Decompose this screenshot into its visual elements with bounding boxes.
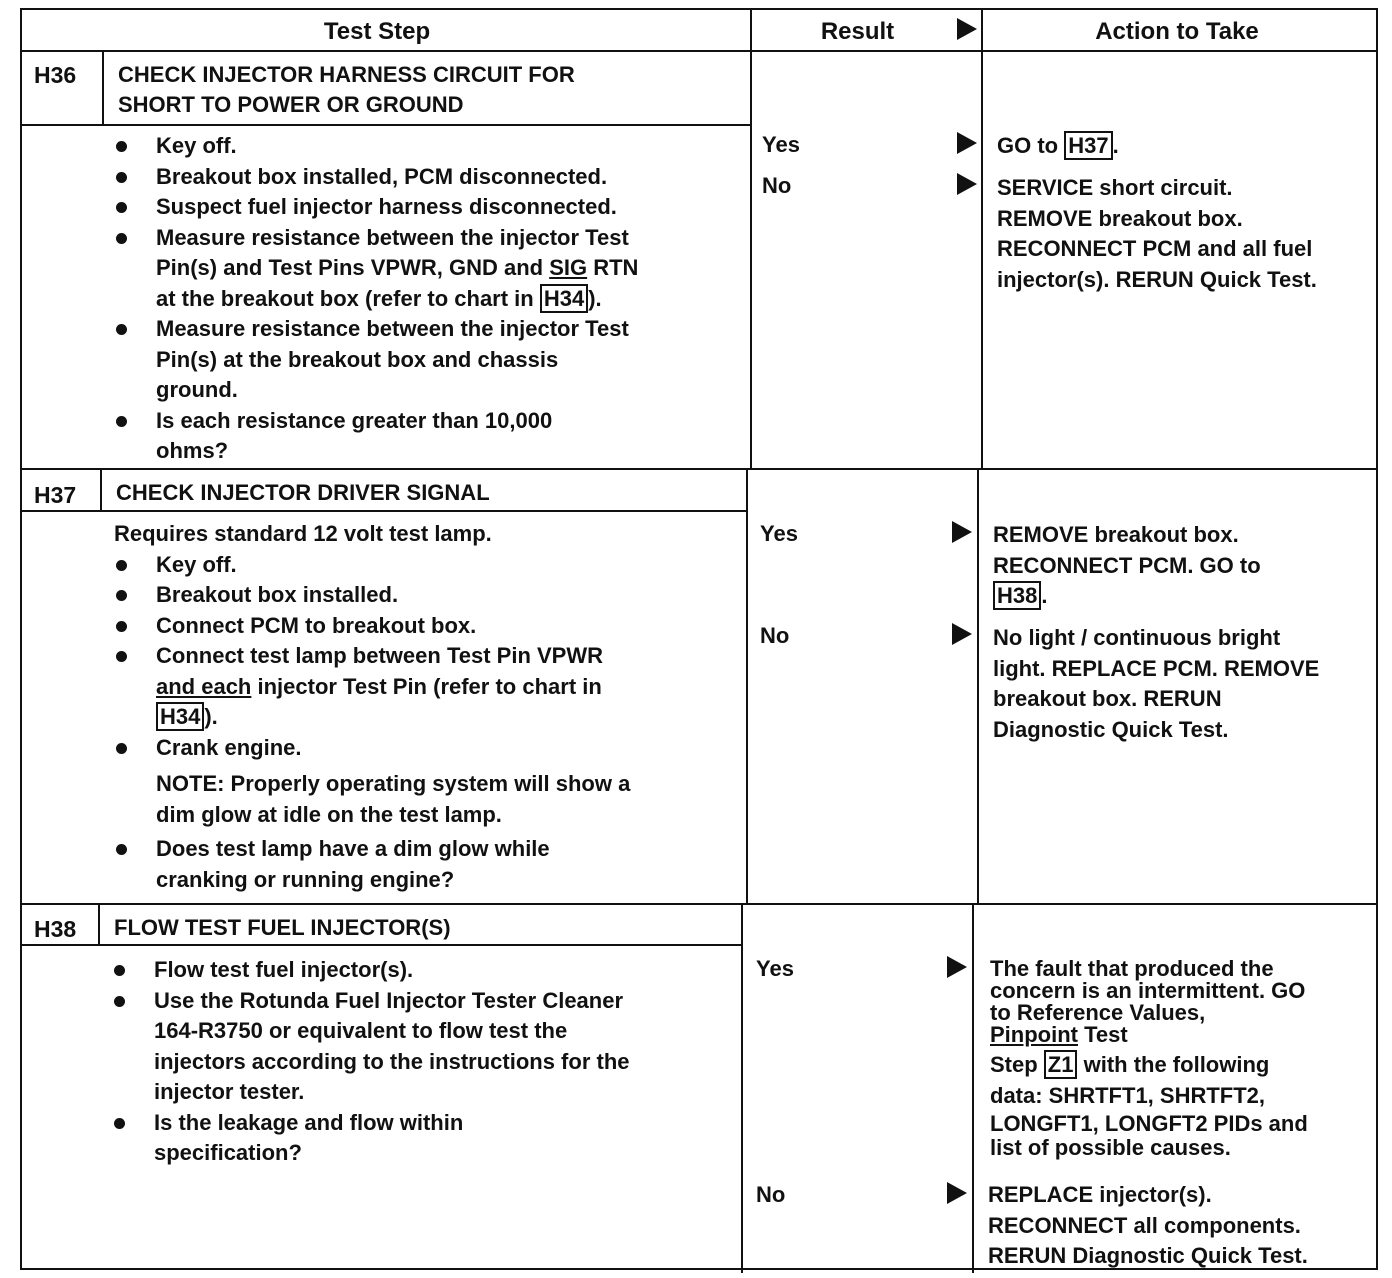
h36-title-line: CHECK INJECTOR HARNESS CIRCUIT FOR [118,62,575,87]
h36-result-no: No [762,173,792,198]
action-text: Step [990,1052,1044,1077]
step-text: Does test lamp have a dim glow while [156,836,550,861]
action-line: RERUN Diagnostic Quick Test. [988,1243,1308,1268]
h36-title-line: SHORT TO POWER OR GROUND [118,92,464,117]
h38-steps [112,955,712,1169]
action-line: REMOVE breakout box. [997,205,1243,231]
h37-title: CHECK INJECTOR DRIVER SIGNAL [116,480,490,505]
note-text: dim glow at idle on the test lamp. [156,801,502,827]
col-divider-1b [746,468,748,905]
col-divider-2a [981,10,983,470]
header-action: Action to Take [1095,18,1259,45]
action-text: GO to [997,133,1065,158]
h36-bullet: Suspect fuel injector harness disconnected. [114,192,714,223]
step-reference-box[interactable]: H38 [993,581,1041,610]
h37-step-id: H37 [34,482,77,508]
header-arrow-icon [957,18,977,40]
h38-bullet: Flow test fuel injector(s). [112,955,712,986]
h37-result-no: No [760,623,790,648]
col-divider-1a [750,10,752,470]
step-text: RTN [587,255,639,280]
action-line: RECONNECT PCM and all fuel [997,236,1313,261]
step-text: injector Test Pin (refer to chart in [251,673,602,699]
h38-result-yes: Yes [756,956,794,981]
h37-steps [114,519,714,895]
h38-no-arrow-icon [947,1182,967,1204]
action-text: . [1112,133,1119,158]
action-text: with the following [1077,1052,1270,1077]
h37-title-rule [22,510,746,512]
step-text: SIG [549,255,588,280]
h38-title: FLOW TEST FUEL INJECTOR(S) [114,915,451,940]
step-text: ). [204,704,218,729]
h36-no-action [997,173,1377,295]
diagnostic-table [20,8,1378,1270]
h36-bullet: Breakout box installed, PCM disconnected. [114,162,714,193]
h37-yes-action [993,520,1373,612]
step-text: cranking or running engine? [156,866,455,892]
h36-yes-arrow-icon [957,132,977,154]
h36-result-yes: Yes [762,132,800,157]
h36-question [114,406,714,467]
step-text: Measure resistance between the injector Test [156,316,629,341]
h38-title-rule [22,944,742,946]
step-reference-box[interactable]: Z1 [1044,1050,1078,1079]
step-text: injectors according to the instructions for the [154,1048,630,1074]
step-text: Measure resistance between the injector Test [156,224,629,250]
h38-result-no: No [756,1182,786,1207]
h37-bullet: Crank engine. [114,733,714,764]
h37-yes-arrow-icon [952,521,972,543]
action-text: Pinpoint [990,1022,1078,1047]
action-line: breakout box. RERUN [993,686,1222,711]
header-rule [22,50,1376,52]
note-text: NOTE: Properly operating system will show a [156,771,631,796]
h38-yes-arrow-icon [947,956,967,978]
h36-title [118,60,738,120]
col-divider-2b [977,468,979,905]
h36-step-id: H36 [34,62,77,88]
h36-id-divider [102,50,104,126]
action-line: Diagnostic Quick Test. [993,716,1229,742]
step-text: specification? [154,1140,302,1165]
step-text: ). [588,285,602,311]
step-text: Is each resistance greater than 10,000 [156,407,553,433]
action-line: No light / continuous bright [993,625,1281,650]
action-line: REMOVE breakout box. [993,522,1239,547]
step-reference-box[interactable]: H37 [1064,131,1112,160]
step-text: Pin(s) and Test Pins VPWR, GND and [156,255,550,280]
step-text: Connect test lamp between Test Pin VPWR [156,643,603,668]
h38-yes-action [990,958,1365,1159]
h38-question [112,1108,712,1169]
h38-no-action [988,1180,1368,1272]
h36-no-arrow-icon [957,173,977,195]
col-divider-1c [741,903,743,1273]
action-line: The fault that produced the [990,956,1274,981]
h38-id-divider [98,903,100,946]
step-text: 164-R3750 or equivalent to flow test the [154,1018,568,1043]
action-line: SERVICE short circuit. [997,175,1233,200]
action-line: REPLACE injector(s). [988,1182,1212,1207]
step-text: at the breakout box (refer to chart in [156,285,540,311]
h37-result-yes: Yes [760,521,798,546]
h38-bullet [112,986,712,1108]
header-test-step: Test Step [323,18,431,45]
step-text: Use the Rotunda Fuel Injector Tester Cleaner [154,987,624,1013]
h37-no-arrow-icon [952,623,972,645]
h37-bullet: Breakout box installed. [114,580,714,611]
h36-yes-action [997,131,1377,162]
step-text: Pin(s) at the breakout box and chassis [156,346,559,372]
h36-bullet [114,223,714,315]
step-text: injector tester. [154,1079,305,1104]
h37-bullet [114,641,714,733]
h36-bullet [114,314,714,406]
action-text: Test [1077,1022,1128,1047]
action-line: RECONNECT all components. [988,1212,1301,1238]
h37-bullet: Key off. [114,550,714,581]
action-line: light. REPLACE PCM. REMOVE [993,655,1320,681]
h37-note [114,769,714,830]
h37-bullet: Connect PCM to breakout box. [114,611,714,642]
h36-bullet: Key off. [114,131,714,162]
action-line: list of possible causes. [990,1135,1231,1160]
h37-bottom-rule [22,903,1376,905]
h36-title-rule [22,124,750,126]
action-line: LONGFT1, LONGFT2 PIDs and [990,1111,1308,1136]
step-text: and each [156,673,252,699]
col-divider-2c [972,903,974,1273]
step-text: ground. [156,377,238,402]
h37-no-action [993,623,1373,745]
step-reference-box[interactable]: H34 [156,702,204,731]
action-text: . [1041,583,1048,608]
step-text: Is the leakage and flow within [154,1109,464,1135]
h37-question [114,834,714,895]
h38-step-id: H38 [34,916,77,942]
h36-steps [114,131,714,467]
action-line: RECONNECT PCM. GO to [993,552,1261,578]
h37-requirement: Requires standard 12 volt test lamp. [114,521,492,546]
h36-bottom-rule [22,468,1376,470]
action-line: data: SHRTFT1, SHRTFT2, [990,1082,1266,1108]
header-result: Result [820,18,895,45]
action-line: concern is an intermittent. GO [990,978,1306,1003]
action-line: injector(s). RERUN Quick Test. [997,266,1317,292]
step-text: ohms? [156,438,229,463]
step-reference-box[interactable]: H34 [540,284,588,313]
h37-id-divider [100,468,102,512]
action-line: to Reference Values, [990,1000,1206,1025]
